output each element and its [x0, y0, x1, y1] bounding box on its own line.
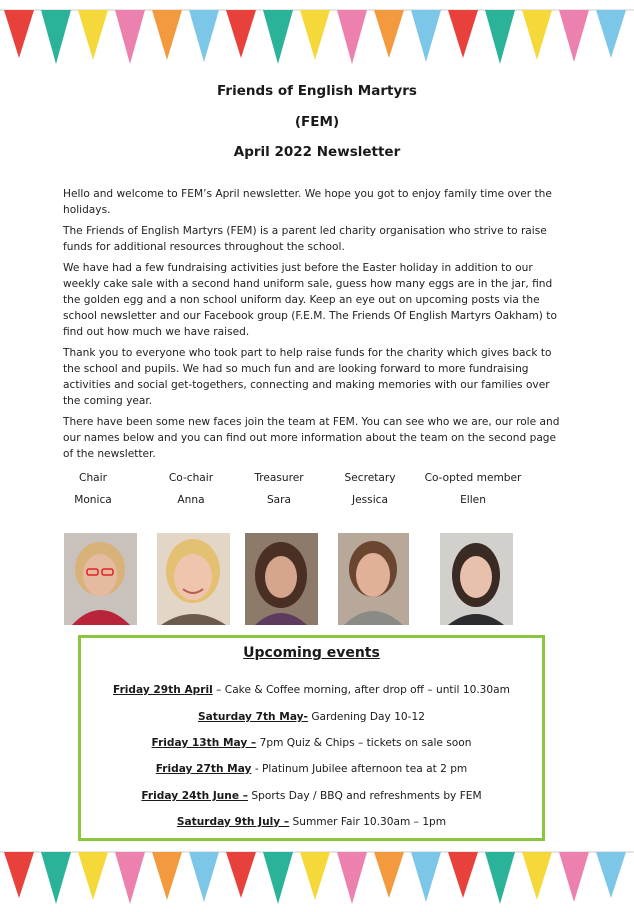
event-item	[81, 711, 542, 723]
event-description: Gardening Day 10-12	[311, 711, 425, 723]
upcoming-events-box	[78, 635, 545, 841]
event-item	[81, 816, 542, 828]
member-role: Secretary	[344, 472, 396, 484]
event-separator: -	[251, 763, 263, 775]
bunting-top	[0, 0, 634, 70]
event-description: Platinum Jubilee afternoon tea at 2 pm	[262, 763, 468, 775]
bunting-top-flags	[0, 0, 634, 70]
paragraph-fundraising: We have had a few fundraising activities just before the Easter holiday in addition to our weekly cake sale with a second hand uniform sale, guess how many eggs are in the jar, find the golden egg and a non school uniform day. Keep an eye out on upcoming posts via the school newsletter and our Facebook group (F.E.M. The Friends Of English Martyrs Oakham) to find out how much we have raised.	[63, 262, 557, 338]
member-name: Anna	[177, 494, 205, 506]
member-role: Co-chair	[168, 472, 214, 484]
bunting-bottom-flags	[0, 842, 634, 908]
photo-jessica	[338, 533, 409, 625]
event-item	[81, 737, 542, 749]
event-date: Saturday 7th May-	[198, 711, 308, 723]
event-item	[81, 684, 542, 696]
photo-sara	[245, 533, 318, 625]
title-line-2: (FEM)	[294, 114, 340, 130]
member-name: Sara	[266, 494, 292, 506]
paragraph-welcome: Hello and welcome to FEM’s April newsletter. We hope you got to enjoy family time over the holidays.	[63, 188, 552, 216]
member-name: Monica	[74, 494, 112, 506]
paragraph-about: The Friends of English Martyrs (FEM) is a parent led charity organisation who strive to raise funds for additional resources throughout the school.	[63, 225, 547, 253]
team-section	[0, 470, 634, 640]
newsletter-body	[63, 186, 568, 467]
title-line-3: April 2022 Newsletter	[233, 144, 401, 160]
event-description: Summer Fair 10.30am – 1pm	[292, 816, 447, 828]
member-role: Co-opted member	[424, 472, 522, 484]
event-separator: –	[212, 684, 225, 696]
member-role: Treasurer	[254, 472, 304, 484]
event-date: Friday 13th May –	[151, 737, 257, 749]
event-date: Friday 27th May	[155, 763, 252, 775]
newsletter-heading	[0, 79, 634, 164]
paragraph-thanks: Thank you to everyone who took part to help raise funds for the charity which gives back to the school and pupils. We had so much fun and are looking forward to more fundraising activities and social get-togethers, connecting and making memories with our families over the coming year.	[63, 347, 552, 407]
member-name: Ellen	[460, 494, 486, 506]
events-title: Upcoming events	[243, 645, 380, 661]
event-date: Saturday 9th July –	[176, 816, 290, 828]
event-description: Cake & Coffee morning, after drop off – until 10.30am	[224, 684, 510, 696]
photo-ellen	[440, 533, 513, 625]
title-line-1: Friends of English Martyrs	[217, 83, 417, 99]
bunting-bottom	[0, 842, 634, 912]
event-description: Sports Day / BBQ and refreshments by FEM	[251, 790, 482, 802]
event-date: Friday 29th April	[113, 684, 213, 696]
photo-monica	[64, 533, 137, 625]
event-item	[81, 790, 542, 802]
event-description: 7pm Quiz & Chips – tickets on sale soon	[259, 737, 472, 749]
paragraph-new-faces: There have been some new faces join the team at FEM. You can see who we are, our role and our names below and you can find out more information about the team on the second page of the newsletter.	[63, 416, 560, 460]
event-item	[81, 763, 542, 775]
member-name: Jessica	[352, 494, 388, 506]
member-role: Chair	[79, 472, 107, 484]
event-date: Friday 24th June –	[141, 790, 249, 802]
photo-anna	[157, 533, 230, 625]
